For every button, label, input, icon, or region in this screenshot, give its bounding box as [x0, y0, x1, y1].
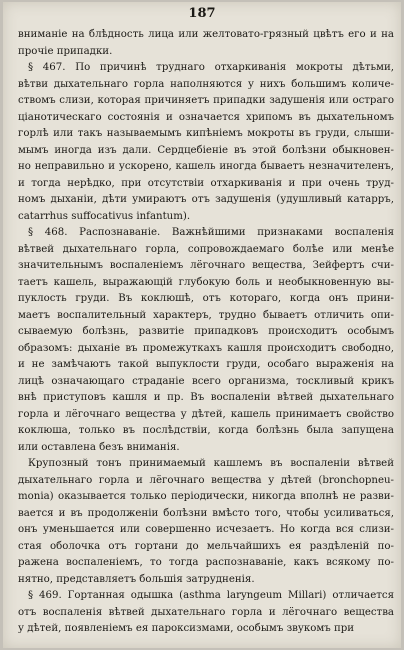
text-line: и тогда нерѣдко, при отсутствіи отхаркиванія и при очень труд-	[18, 177, 394, 189]
text-line: вѣтви дыхательнаго горла наполняются у нихъ большимъ количе-	[18, 78, 394, 90]
text-line: горлѣ или такъ называемымъ кипѣніемъ мокроты въ груди, слыши-	[18, 128, 394, 139]
text-line: образомъ: дыханіе въ промежуткахъ кашля происходитъ свободно,	[18, 342, 394, 354]
text-line: значительнымъ воспаленіемъ лёгочнаго вещества, Зейфертъ счи-	[18, 260, 394, 271]
text-line: у дѣтей, появленіемъ ея пароксизмами, особымъ звукомъ при	[18, 623, 355, 634]
text-line: вниманіе на блѣдность лица или желтовато-грязный цвѣтъ его и на	[18, 29, 394, 40]
text-line: дыхательнаго горла и лёгочнаго вещества у дѣтей (bronchopneu-	[18, 474, 394, 486]
text-line: monia) оказывается только періодически, никогда вполнѣ не разви-	[18, 491, 394, 502]
page-body-text	[18, 27, 394, 638]
book-page	[3, 2, 401, 648]
text-line: ражена воспаленіемъ, то тогда распознаваніе, какъ всякому по-	[18, 557, 394, 568]
text-line: § 467. По причинѣ труднаго отхаркиванія мокроты дѣтьми,	[28, 62, 394, 73]
text-line: ціанотическаго состоянія и означается хрипомъ въ дыхательномъ	[18, 111, 394, 123]
text-line: внѣ приступовъ кашля и пр. Въ воспаленіи вѣтвей дыхательнаго	[18, 392, 394, 403]
text-line: catarrhus suffocativus infantum).	[18, 210, 191, 222]
text-line: маетъ воспалительный характеръ, трудно бываетъ отличить опи-	[18, 309, 394, 321]
text-line: лицѣ означающаго страданіе всего организма, тоскливый крикъ	[18, 375, 394, 387]
text-line: горла и лёгочнаго вещества у дѣтей, кашель принимаетъ свойство	[18, 408, 394, 420]
text-line: пуклость груди. Въ коклюшѣ, отъ котораго, когда онъ прини-	[18, 293, 394, 304]
text-line: но неправильно и ускорено, кашель иногда бываетъ незначителенъ,	[18, 161, 394, 172]
text-line: и не замѣчаютъ такой выпуклости груди, особаго выраженія на	[18, 359, 394, 370]
text-line: стая оболочка отъ гортани до мельчайшихъ ея раздѣленій по-	[18, 540, 394, 552]
text-line: прочіе припадки.	[18, 45, 113, 57]
text-line: или оставлена безъ вниманія.	[18, 441, 180, 453]
text-line: § 468. Распознаваніе. Важнѣйшими признаками воспаленія	[28, 227, 394, 238]
text-line: мымъ иногда изъ дали. Сердцебіеніе въ этой болѣзни обыкновен-	[18, 144, 394, 156]
text-line: отъ воспаленія вѣтвей дыхательнаго горла и лёгочнаго вещества	[18, 606, 394, 618]
text-line: ствомъ слизи, которая причиняетъ припадки задушенія или остраго	[18, 95, 394, 106]
text-line: вѣтвей дыхательнаго горла, сопровождаемаго болѣе или менѣе	[18, 243, 394, 255]
text-line: вается и въ продолженіи болѣзни вмѣсто того, чтобы усиливаться,	[18, 507, 394, 519]
text-line: нятно, представляетъ большія затрудненія.	[18, 573, 255, 585]
text-line: таетъ кашель, выражающій глубокую боль и необыкновенную вы-	[18, 276, 394, 288]
text-line: номъ дыханіи, дѣти умираютъ отъ задушенія (удушливый катарръ,	[18, 194, 394, 205]
text-line: Крупозный тонъ принимаемый кашлемъ въ воспаленіи вѣтвей	[28, 458, 394, 469]
text-line: коклюша, только въ послѣдствіи, когда болѣзнь была запущена	[18, 425, 394, 436]
text-line: сываемую болѣзнь, развитіе припадковъ происходитъ особымъ	[18, 326, 394, 337]
text-line: § 469. Гортанная одышка (asthma laryngeum Millari) отличается	[28, 590, 394, 601]
text-line: онъ уменьшается или совершенно исчезаетъ. Но когда вся слизи-	[18, 524, 394, 535]
page-number: 187	[188, 6, 216, 21]
